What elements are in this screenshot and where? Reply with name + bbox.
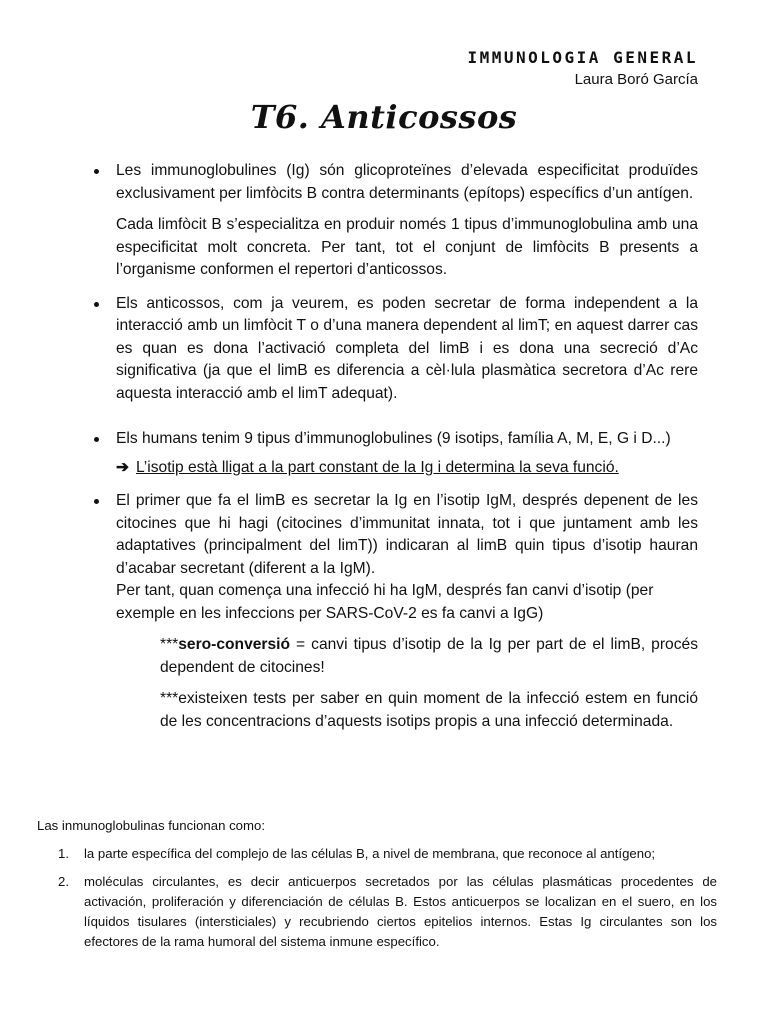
paragraph: Cada limfòcit B s’especialitza en produir només 1 tipus d’immunoglobulina amb una especificitat molt concreta. Per tant, tot el conjunt de limfòcits B presents a l’organisme conformen el repertori d’anticossos. <box>116 216 698 278</box>
list-number: 1. <box>58 846 69 861</box>
paragraph: El primer que fa el limB es secretar la Ig en l’isotip IgM, després depenent de les citocines que hi hagi (citocines d’immunitat innata, tot i que juntament amb les adaptatives (principalment del limT)) indicaran al limB quin tipus d’isotip hauran d’acabar secretant (diferent a la IgM). <box>116 492 698 577</box>
paragraph: Els humans tenim 9 tipus d’immunoglobulines (9 isotips, família A, M, E, G i D...) <box>116 430 671 447</box>
section-intro: Las inmunoglobulinas funcionan como: <box>37 818 265 833</box>
paragraph: Per tant, quan comença una infecció hi ha IgM, després fan canvi d’isotip (per exemple en les infeccions per SARS-CoV-2 es fa canvi a IgG) <box>116 582 654 622</box>
bullet-icon <box>94 437 99 442</box>
spanish-section <box>37 816 717 952</box>
list-item <box>37 872 717 952</box>
bullet-item <box>92 293 698 406</box>
arrow-right-icon: ➔ <box>116 458 130 476</box>
bullet-icon <box>94 302 99 307</box>
list-number: 2. <box>58 874 69 889</box>
note-tests: ***existeixen tests per saber en quin moment de la infecció estem en funció de les concentracions d’aquests isotips propis a una infecció determinada. <box>160 690 698 730</box>
main-content <box>92 160 698 744</box>
page-title: T6. Anticossos <box>250 98 518 136</box>
note-seroconversion: ***sero-conversió = canvi tipus d’isotip de la Ig per part de el limB, procés dependent de citocines! <box>160 636 698 676</box>
bullet-icon <box>94 499 99 504</box>
bold-term: sero-conversió <box>178 636 291 653</box>
list-text: la parte específica del complejo de las células B, a nivel de membrana, que reconoce al antígeno; <box>84 846 656 861</box>
underlined-text: L’isotip està lligat a la part constant de la Ig i determina la seva funció. <box>136 458 619 476</box>
bullet-item <box>92 160 698 282</box>
bullet-icon <box>94 169 99 174</box>
arrow-note <box>116 457 698 480</box>
list-text: moléculas circulantes, es decir anticuerpos secretados por las células plasmáticas procedentes de activación, proliferación y diferenciación de células B. Estos anticuerpos se localizan en el suero, en los líquidos tisulares (intersticiales) y recubriendo ciertos epitelios internos. Estas Ig circulantes son los efectores de la rama humoral del sistema inmune específico. <box>84 874 717 949</box>
author-name: Laura Boró García <box>574 71 698 88</box>
paragraph: Els anticossos, com ja veurem, es poden secretar de forma independent a la interacció amb un limfòcit T o d’una manera dependent al limT; en aquest darrer cas es quan es dona l’activació completa del limB i es dona una secreció d’Ac significativa (ja que el limB es diferencia a cèl·lula plasmàtica secretora d’Ac rere aquesta interacció amb el limT adequat). <box>116 294 698 402</box>
paragraph: Les immunoglobulines (Ig) són glicoproteïnes d’elevada especificitat produïdes exclusivament per limfòcits B contra determinants (epítops) específics d’un antígen. <box>116 162 698 202</box>
bullet-item <box>92 428 698 479</box>
page-header <box>467 48 698 88</box>
course-name: IMMUNOLOGIA GENERAL <box>467 48 698 67</box>
list-item <box>37 844 717 864</box>
bullet-item <box>92 490 698 733</box>
